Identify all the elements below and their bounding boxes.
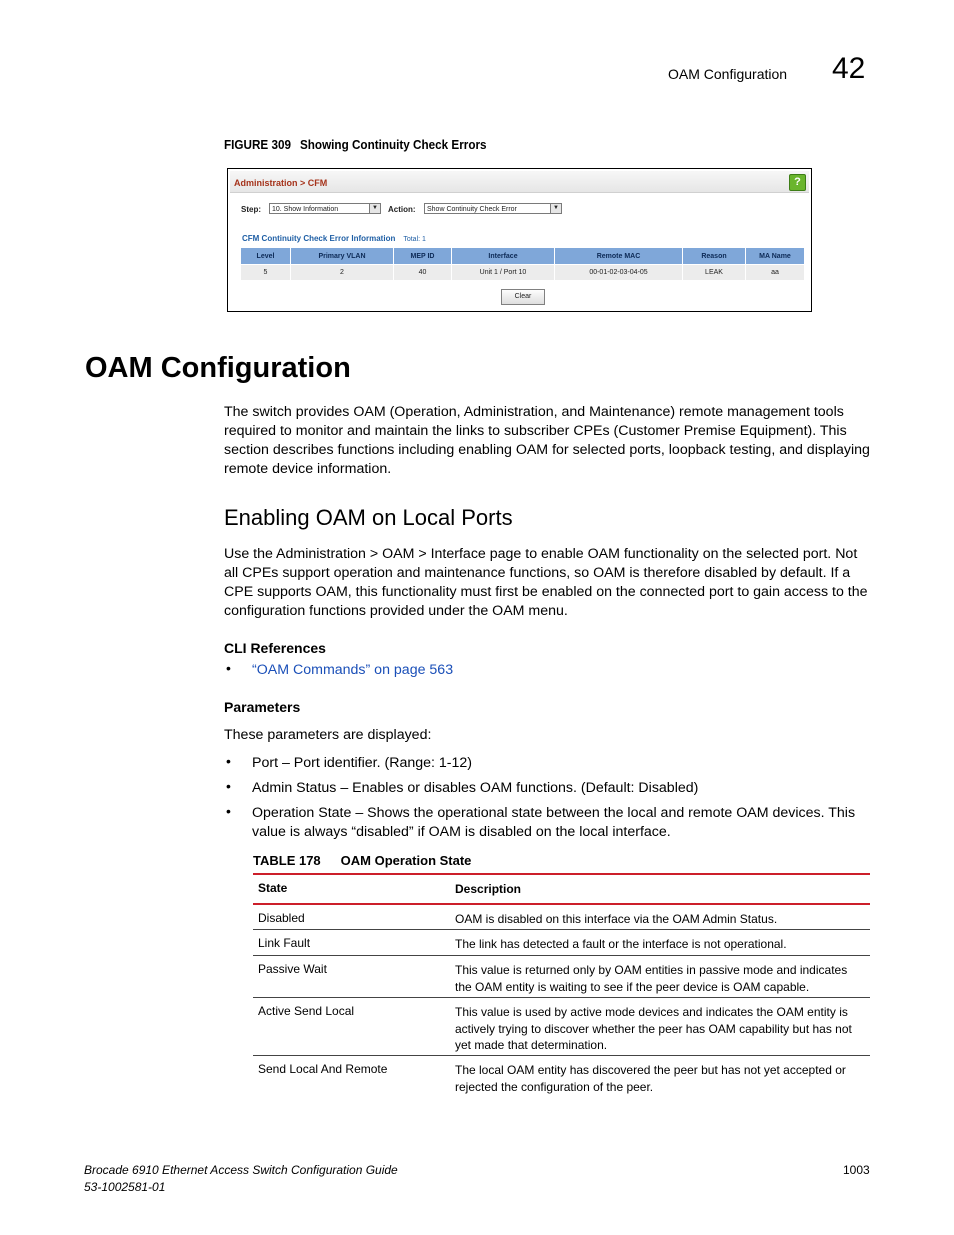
header-description: Description	[455, 882, 522, 896]
param-port	[252, 754, 872, 773]
param-term: Port	[252, 755, 279, 771]
param-admin-status	[252, 779, 872, 798]
bullet-icon: •	[226, 753, 231, 769]
cell-description: The link has detected a fault or the interface is not operational.	[455, 937, 787, 951]
col-remote-mac: Remote MAC	[555, 248, 683, 265]
figure-label: FIGURE 309	[224, 137, 291, 152]
col-primary-vlan: Primary VLAN	[291, 248, 394, 265]
cell-remote-mac: 00-01-02-03-04-05	[555, 265, 683, 281]
col-reason: Reason	[683, 248, 746, 265]
oam-operation-state-table	[253, 873, 870, 1096]
help-icon[interactable]: ?	[789, 174, 806, 191]
cell-description: The local OAM entity has discovered the peer but has not yet accepted or rejected the configuration of the peer.	[455, 1063, 846, 1094]
table-caption	[253, 853, 471, 868]
page-number: 1003	[843, 1163, 870, 1177]
cell-reason: LEAK	[683, 265, 746, 281]
bullet-icon: •	[226, 803, 231, 819]
table-header-row	[253, 875, 870, 903]
table-row	[253, 905, 870, 930]
header-state: State	[258, 881, 288, 895]
footer-guide-title: Brocade 6910 Ethernet Access Switch Configuration Guide	[84, 1163, 398, 1177]
cc-error-section-title	[242, 234, 426, 243]
cli-references-heading: CLI References	[224, 640, 326, 656]
cli-reference-link[interactable]: “OAM Commands” on page 563	[252, 662, 454, 678]
col-level: Level	[241, 248, 291, 265]
param-desc: – Enables or disables OAM functions. (Default: Disabled)	[336, 780, 699, 796]
cc-error-title: CFM Continuity Check Error Information	[242, 234, 396, 243]
subsection-heading: Enabling OAM on Local Ports	[224, 505, 513, 530]
action-label: Action:	[388, 205, 416, 214]
cell-state: Send Local And Remote	[258, 1062, 388, 1076]
cell-level: 5	[241, 265, 291, 281]
table-row	[241, 265, 805, 281]
total-count: Total: 1	[403, 236, 426, 243]
action-select[interactable]	[424, 203, 562, 214]
cell-description: This value is used by active mode devices and indicates the OAM entity is actively trying to discover whether the peer has OAM capability but has not yet made that determination.	[455, 1005, 852, 1052]
col-ma-name: MA Name	[746, 248, 805, 265]
table-row	[253, 998, 870, 1056]
chevron-down-icon: ▼	[550, 204, 561, 213]
table-row	[253, 1056, 870, 1096]
section-heading: OAM Configuration	[85, 352, 351, 384]
cell-interface: Unit 1 / Port 10	[452, 265, 555, 281]
figure-caption	[224, 137, 487, 152]
step-select-value: 10. Show Information	[272, 206, 339, 213]
col-interface: Interface	[452, 248, 555, 265]
cell-state: Active Send Local	[258, 1004, 355, 1018]
parameters-heading: Parameters	[224, 699, 301, 715]
bullet-icon: •	[226, 778, 231, 794]
cell-state: Disabled	[258, 911, 305, 925]
screenshot-header	[230, 171, 809, 193]
col-mep-id: MEP ID	[394, 248, 452, 265]
figure-title: Showing Continuity Check Errors	[299, 137, 487, 152]
param-term: Operation State	[252, 805, 352, 821]
cell-description: This value is returned only by OAM entities in passive mode and indicates the OAM entity is waiting to see if the peer device is OAM capable.	[455, 963, 848, 994]
param-desc: – Port identifier. (Range: 1-12)	[278, 755, 473, 771]
chapter-number: 42	[832, 52, 866, 85]
cell-description: OAM is disabled on this interface via the OAM Admin Status.	[455, 912, 778, 926]
action-select-value: Show Continuity Check Error	[427, 206, 517, 213]
cell-state: Passive Wait	[258, 962, 327, 976]
parameters-intro: These parameters are displayed:	[224, 727, 432, 743]
footer-doc-number: 53-1002581-01	[84, 1180, 166, 1194]
table-label: TABLE 178	[253, 853, 321, 868]
table-row	[253, 930, 870, 956]
cell-primary-vlan: 2	[291, 265, 394, 281]
cell-ma-name: aa	[746, 265, 805, 281]
step-label: Step:	[241, 205, 261, 214]
cc-error-table	[240, 247, 805, 281]
cc-error-table-header	[241, 248, 805, 265]
table-row	[253, 956, 870, 998]
cell-state: Link Fault	[258, 936, 311, 950]
clear-button[interactable]: Clear	[501, 289, 545, 305]
section-intro: The switch provides OAM (Operation, Administration, and Maintenance) remote management tools required to monitor and maintain the links to subscriber CPEs (Customer Premise Equipment). This section describes functions including enabling OAM for selected ports, loopback testing, and displaying remote device information.	[224, 404, 870, 477]
param-operation-state	[252, 804, 872, 842]
cell-mep-id: 40	[394, 265, 452, 281]
step-select[interactable]	[269, 203, 381, 214]
running-header-title: OAM Configuration	[668, 66, 788, 82]
cfm-screenshot	[227, 168, 812, 312]
chevron-down-icon: ▼	[369, 204, 380, 213]
subsection-body: Use the Administration > OAM > Interface page to enable OAM functionality on the selected port. Not all CPEs support operation and maintenance functions, so OAM is therefore disabled by default. If a CPE supports OAM, this functionality must first be enabled on the connected port to gain access to the configuration functions provided under the OAM menu.	[224, 546, 868, 619]
breadcrumb[interactable]: Administration > CFM	[234, 178, 328, 188]
bullet-icon: •	[226, 660, 231, 676]
table-title: OAM Operation State	[340, 853, 472, 868]
param-term: Admin Status	[252, 780, 337, 796]
param-desc: – Shows the operational state between the local and remote OAM devices. This value is always “disabled” if OAM is disabled on the local interface.	[252, 805, 856, 840]
